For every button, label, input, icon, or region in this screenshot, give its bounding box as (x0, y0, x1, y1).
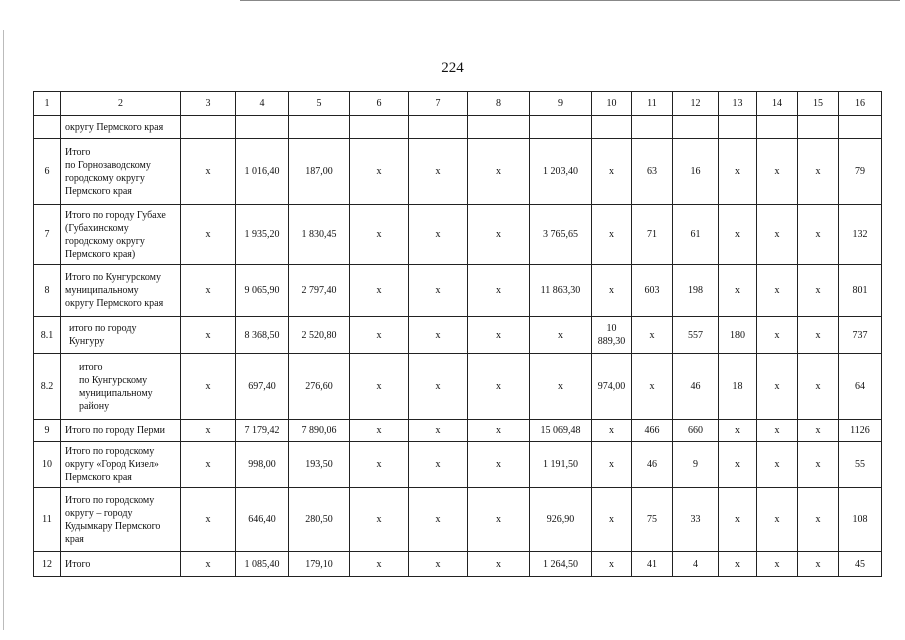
cell-col-15: x (798, 354, 839, 420)
row-name (61, 488, 181, 552)
cell-col-7: x (409, 488, 468, 552)
row-name (61, 354, 181, 420)
cell-col-13: x (719, 442, 757, 488)
cell-col-8: x (468, 488, 530, 552)
cell-col-3: x (181, 488, 236, 552)
cell-col-4: 7 179,42 (236, 420, 289, 442)
cell-col-10: 10 889,30 (592, 317, 632, 354)
cell-col-5: 280,50 (289, 488, 350, 552)
cell-col-3: x (181, 139, 236, 205)
row-number (34, 116, 61, 139)
cell-col-3: x (181, 354, 236, 420)
cell-col-16: 79 (839, 139, 882, 205)
cell-col-8: x (468, 265, 530, 317)
cell-col-16: 45 (839, 552, 882, 577)
row-name-line: края (65, 533, 84, 545)
cell-col-4: 697,40 (236, 354, 289, 420)
cell-col-5: 193,50 (289, 442, 350, 488)
cell-col-12: 46 (673, 354, 719, 420)
column-number: 3 (181, 92, 236, 116)
column-number: 4 (236, 92, 289, 116)
column-number: 13 (719, 92, 757, 116)
table-row (34, 205, 882, 265)
table-body (34, 92, 882, 577)
cell-col-6: x (350, 139, 409, 205)
cell-col-12: 4 (673, 552, 719, 577)
cell-col-14: x (757, 265, 798, 317)
cell-col-3: x (181, 420, 236, 442)
row-name (61, 139, 181, 205)
scan-edge-left (3, 30, 4, 630)
cell-col-5: 2 520,80 (289, 317, 350, 354)
row-name-line: округу Пермского края (65, 298, 164, 309)
cell-col-11: x (632, 317, 673, 354)
cell-col-13: x (719, 420, 757, 442)
row-name-line: итого (79, 361, 103, 373)
cell-col-14: x (757, 139, 798, 205)
table-row (34, 265, 882, 317)
cell-col-11: 46 (632, 442, 673, 488)
cell-col-9: 1 203,40 (530, 139, 592, 205)
cell-col-12: 660 (673, 420, 719, 442)
cell-col-16: 132 (839, 205, 882, 265)
cell-col-9: x (530, 354, 592, 420)
column-number: 8 (468, 92, 530, 116)
row-name (61, 442, 181, 488)
cell-col-11: 41 (632, 552, 673, 577)
cell-col-7: x (409, 354, 468, 420)
row-name-line: городскому округу (65, 172, 145, 184)
page-number: 224 (441, 60, 464, 76)
cell-col-14: x (757, 205, 798, 265)
cell-col-8: x (468, 139, 530, 205)
cell-col-10: 974,00 (592, 354, 632, 420)
cell-col-8: x (468, 205, 530, 265)
cell-col-16: 64 (839, 354, 882, 420)
cell-col-15: x (798, 205, 839, 265)
table-row (34, 420, 882, 442)
cell-col-15: x (798, 317, 839, 354)
table-row (34, 317, 882, 354)
cell-col-15: x (798, 442, 839, 488)
cell-col-3: x (181, 552, 236, 577)
row-number: 12 (34, 552, 61, 577)
cell-col-12: 557 (673, 317, 719, 354)
cell-col-13: x (719, 488, 757, 552)
row-name-line: Кудымкару Пермского (65, 520, 161, 532)
column-number: 15 (798, 92, 839, 116)
cell-col-7: x (409, 552, 468, 577)
row-number: 11 (34, 488, 61, 552)
column-number: 12 (673, 92, 719, 116)
cell-col-14: x (757, 442, 798, 488)
cell-col-13: x (719, 265, 757, 317)
cell-col-9: 926,90 (530, 488, 592, 552)
column-number: 11 (632, 92, 673, 116)
row-name-line: Итого (65, 146, 91, 158)
cell-col-4: 1 016,40 (236, 139, 289, 205)
row-name-line: городскому округу (65, 235, 145, 247)
cell-col-5: 187,00 (289, 139, 350, 205)
cell-col-4: 1 085,40 (236, 552, 289, 577)
row-number: 9 (34, 420, 61, 442)
cell-col-5: 179,10 (289, 552, 350, 577)
cell-col-6: x (350, 552, 409, 577)
cell-col-11: 603 (632, 265, 673, 317)
cell-col-4: 646,40 (236, 488, 289, 552)
cell-col-16: 801 (839, 265, 882, 317)
cell-col-5: 276,60 (289, 354, 350, 420)
cell-col-14: x (757, 488, 798, 552)
cell-col-6: x (350, 317, 409, 354)
cell-col-11: 63 (632, 139, 673, 205)
cell-col-15: x (798, 552, 839, 577)
table-row (34, 354, 882, 420)
cell-col-14: x (757, 420, 798, 442)
cell-col-10: x (592, 265, 632, 317)
cell-col-6: x (350, 265, 409, 317)
cell-col-16: 108 (839, 488, 882, 552)
row-name-line: муниципальному (79, 387, 153, 399)
cell-col-3: x (181, 317, 236, 354)
cell-col-9: 1 264,50 (530, 552, 592, 577)
cell-col-4: 1 935,20 (236, 205, 289, 265)
cell-col-6: x (350, 442, 409, 488)
row-name-line: Пермского края (65, 472, 132, 483)
cell-col-6: x (350, 354, 409, 420)
cell-col-11: x (632, 354, 673, 420)
cell-col-7: x (409, 317, 468, 354)
scan-edge-top (240, 0, 900, 1)
cell-col-5: 7 890,06 (289, 420, 350, 442)
cell-col-13: x (719, 205, 757, 265)
cell-col-9: 11 863,30 (530, 265, 592, 317)
cell-col-9: 1 191,50 (530, 442, 592, 488)
cell-col-13: 180 (719, 317, 757, 354)
cell-col-12: 198 (673, 265, 719, 317)
cell-col-4: 9 065,90 (236, 265, 289, 317)
cell-col-10: x (592, 420, 632, 442)
cell-col-7: x (409, 139, 468, 205)
column-number-row (34, 92, 882, 116)
cell-col-3: x (181, 442, 236, 488)
cell-col-14: x (757, 552, 798, 577)
cell-col-8: x (468, 354, 530, 420)
row-name-line: Итого по городу Губахе (65, 209, 166, 221)
row-name (61, 265, 181, 317)
cell-col-11: 71 (632, 205, 673, 265)
row-name-line: району (79, 400, 110, 412)
cell-col-4: 998,00 (236, 442, 289, 488)
cell-col-5: 2 797,40 (289, 265, 350, 317)
cell-col-10: x (592, 139, 632, 205)
row-number: 6 (34, 139, 61, 205)
row-number: 8.1 (34, 317, 61, 354)
row-name: округу Пермского края (61, 116, 181, 139)
cell-col-15: x (798, 139, 839, 205)
table-row (34, 488, 882, 552)
row-number: 7 (34, 205, 61, 265)
cell-col-9: 15 069,48 (530, 420, 592, 442)
column-number: 2 (61, 92, 181, 116)
row-name-line: итого по городу (69, 323, 137, 334)
cell-col-10: x (592, 552, 632, 577)
cell-col-16: 55 (839, 442, 882, 488)
column-number: 6 (350, 92, 409, 116)
row-name-line: Итого (65, 558, 91, 570)
data-table (33, 91, 882, 577)
cell-col-12: 16 (673, 139, 719, 205)
row-name (61, 552, 181, 577)
cell-col-15: x (798, 420, 839, 442)
continuation-row (34, 116, 882, 139)
cell-col-9: x (530, 317, 592, 354)
cell-col-8: x (468, 552, 530, 577)
cell-col-7: x (409, 265, 468, 317)
cell-col-5: 1 830,45 (289, 205, 350, 265)
cell-col-12: 33 (673, 488, 719, 552)
cell-col-15: x (798, 488, 839, 552)
cell-col-6: x (350, 420, 409, 442)
row-number: 8 (34, 265, 61, 317)
cell-col-3: x (181, 205, 236, 265)
row-name-line: Кунгуру (69, 336, 105, 347)
cell-col-12: 61 (673, 205, 719, 265)
cell-col-12: 9 (673, 442, 719, 488)
cell-col-11: 466 (632, 420, 673, 442)
column-number: 5 (289, 92, 350, 116)
cell-col-8: x (468, 420, 530, 442)
row-name-line: по Кунгурскому (79, 374, 148, 386)
cell-col-10: x (592, 442, 632, 488)
cell-col-10: x (592, 205, 632, 265)
cell-col-16: 1126 (839, 420, 882, 442)
cell-col-7: x (409, 205, 468, 265)
cell-col-9: 3 765,65 (530, 205, 592, 265)
cell-col-13: x (719, 139, 757, 205)
row-name (61, 205, 181, 265)
column-number: 1 (34, 92, 61, 116)
row-name-line: по Горнозаводскому (65, 159, 151, 171)
row-name (61, 420, 181, 442)
cell-col-10: x (592, 488, 632, 552)
table-row (34, 442, 882, 488)
column-number: 14 (757, 92, 798, 116)
table-row (34, 139, 882, 205)
cell-col-14: x (757, 354, 798, 420)
row-name-line: муниципальному (65, 285, 139, 296)
column-number: 9 (530, 92, 592, 116)
row-name-line: округу – городу (65, 507, 133, 519)
row-name-line: Пермского края (65, 185, 132, 197)
row-name-line: Итого по городскому (65, 494, 155, 506)
column-number: 16 (839, 92, 882, 116)
cell-col-15: x (798, 265, 839, 317)
row-name-line: Итого по Кунгурскому (65, 272, 161, 283)
cell-col-7: x (409, 442, 468, 488)
cell-col-16: 737 (839, 317, 882, 354)
cell-col-6: x (350, 488, 409, 552)
row-name-line: (Губахинскому (65, 222, 129, 234)
table-row (34, 552, 882, 577)
cell-col-4: 8 368,50 (236, 317, 289, 354)
column-number: 7 (409, 92, 468, 116)
cell-col-13: x (719, 552, 757, 577)
row-name (61, 317, 181, 354)
cell-col-7: x (409, 420, 468, 442)
cell-col-11: 75 (632, 488, 673, 552)
column-number: 10 (592, 92, 632, 116)
cell-col-8: x (468, 317, 530, 354)
row-name-line: Итого по городскому (65, 446, 155, 457)
cell-col-8: x (468, 442, 530, 488)
row-number: 10 (34, 442, 61, 488)
cell-col-3: x (181, 265, 236, 317)
row-number: 8.2 (34, 354, 61, 420)
cell-col-14: x (757, 317, 798, 354)
row-name-line: Итого по городу Перми (65, 425, 166, 436)
cell-col-13: 18 (719, 354, 757, 420)
cell-col-6: x (350, 205, 409, 265)
row-name-line: Пермского края) (65, 248, 136, 260)
row-name-line: округу «Город Кизел» (65, 459, 159, 470)
